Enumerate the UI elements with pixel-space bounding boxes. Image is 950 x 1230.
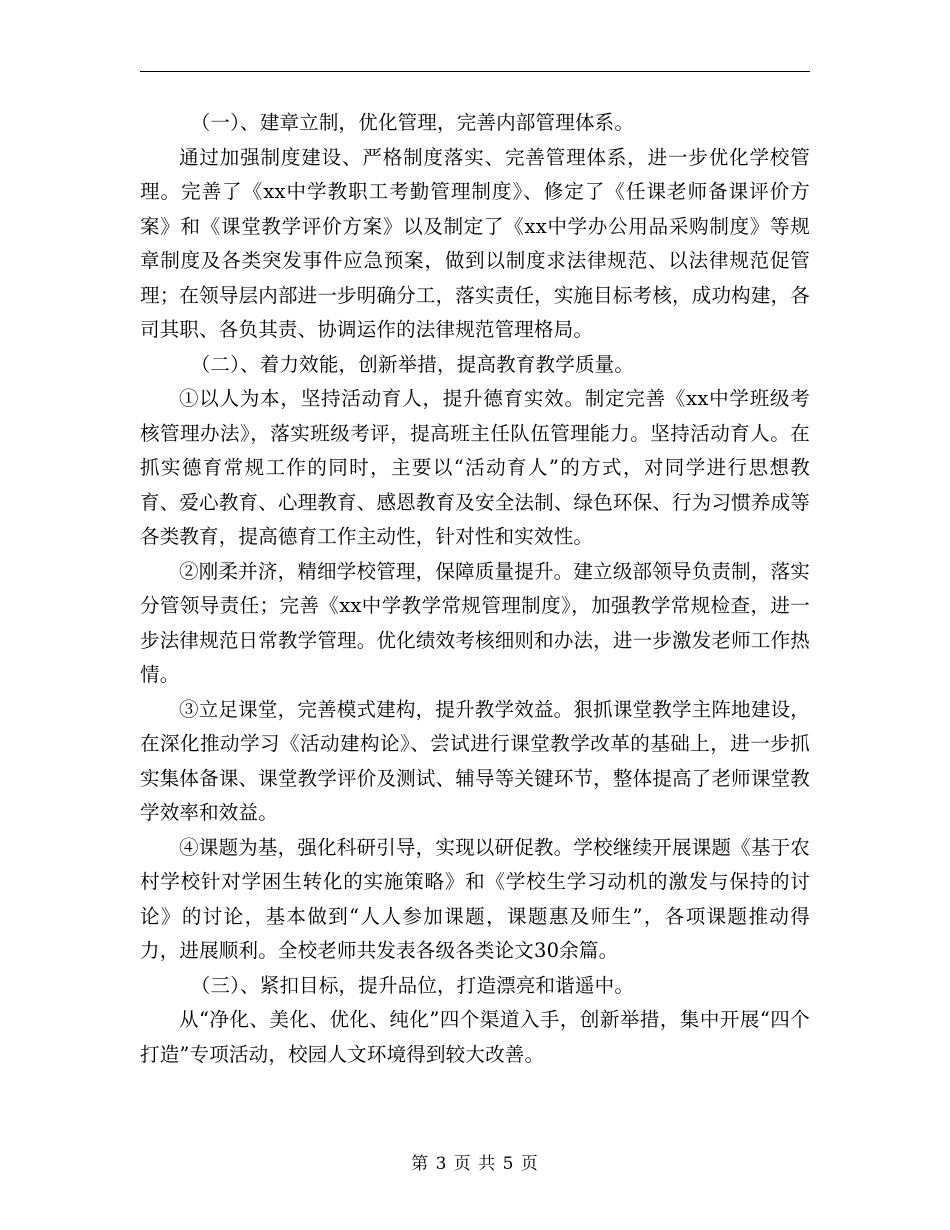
- document-body: [140, 106, 810, 1072]
- paragraph-moral-education: ①以人为本，坚持活动育人，提升德育实效。制定完善《xx中学班级考核管理办法》，落实班级考评，提高班主任队伍管理能力。坚持活动育人。在抓实德育常规工作的同时，主要以“活动育人”的方式，对同学进行思想教育、爱心教育、心理教育、感恩教育及安全法制、绿色环保、行为习惯养成等各类教育，提高德育工作主动性，针对性和实效性。: [140, 387, 810, 548]
- page-number-footer: 第 3 页 共 5 页: [411, 1154, 539, 1174]
- header-rule: [140, 71, 810, 72]
- paragraph-research: ④课题为基，强化科研引导，实现以研促教。学校继续开展课题《基于农村学校针对学困生转化的实施策略》和《学校生学习动机的激发与保持的讨论》的讨论，基本做到“人人参加课题，课题惠及师生”，各项课题推动得力，进展顺利。全校老师共发表各级各类论文30余篇。: [140, 835, 810, 962]
- paragraph-campus-environment: 从“净化、美化、优化、纯化”四个渠道入手，创新举措，集中开展“四个打造”专项活动，校园人文环境得到较大改善。: [140, 1008, 810, 1066]
- section-heading-3: （三）、紧扣目标，提升品位，打造漂亮和谐遥中。: [190, 973, 635, 997]
- section-heading-2: （二）、着力效能，创新举措，提高教育教学质量。: [190, 352, 635, 376]
- section-heading-1: （一）、建章立制，优化管理，完善内部管理体系。: [190, 111, 635, 134]
- paragraph-classroom: ③立足课堂，完善模式建构，提升教学效益。狠抓课堂教学主阵地建设，在深化推动学习《活动建构论》、尝试进行课堂教学改革的基础上，进一步抓实集体备课、课堂教学评价及测试、辅导等关键环节，整体提高了老师课堂教学效率和效益。: [140, 697, 810, 824]
- paragraph-school-management: ②刚柔并济，精细学校管理，保障质量提升。建立级部领导负责制，落实分管领导责任；完善《xx中学教学常规管理制度》，加强教学常规检查，进一步法律规范日常教学管理。优化绩效考核细则和办法，进一步激发老师工作热情。: [140, 559, 810, 686]
- paragraph-management: 通过加强制度建设、严格制度落实、完善管理体系，进一步优化学校管理。完善了《xx中学教职工考勤管理制度》、修定了《任课老师备课评价方案》和《课堂教学评价方案》以及制定了《xx中学办公用品采购制度》等规章制度及各类突发事件应急预案，做到以制度求法律规范、以法律规范促管理；在领导层内部进一步明确分工，落实责任，实施目标考核，成功构建，各司其职、各负其责、协调运作的法律规范管理格局。: [140, 145, 810, 341]
